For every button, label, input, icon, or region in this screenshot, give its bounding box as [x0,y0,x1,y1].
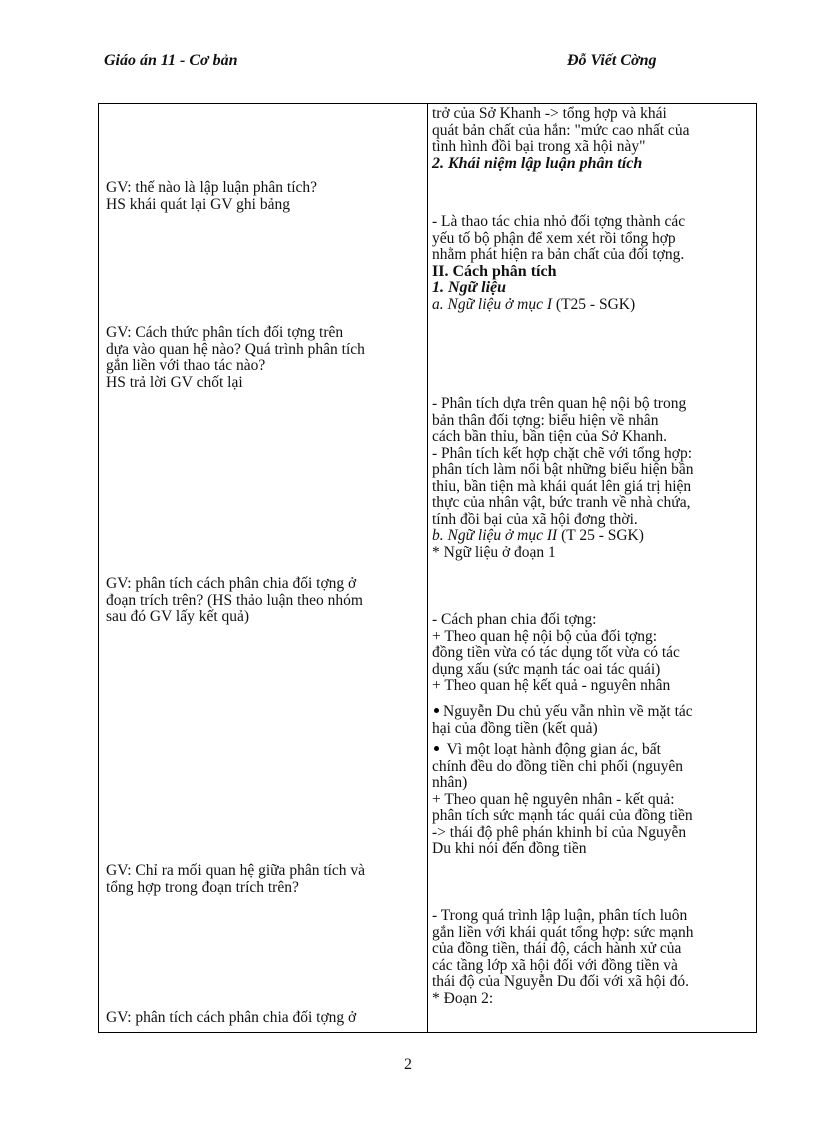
text-line: bản thân đối tợng: biểu hiện về nhân [432,411,659,429]
text-line: GV: Cách thức phân tích đối tợng trên [106,324,344,341]
text-line: đồng tiền vừa có tác dụng tốt vừa có tác [432,644,680,661]
text-line: GV: phân tích cách phân chia đối tợng ở [106,575,357,592]
text-line: HS trả lời GV chốt lại [106,373,243,391]
text-line: hại của đồng tiền (kết quả) [432,719,598,737]
text-span: (T 25 - SGK) [557,527,644,544]
text-line: cách bần thỉu, bần tiện của Sở Khanh. [432,428,668,445]
content-block-7 [432,908,750,1007]
text-line: nhân) [432,774,468,791]
text-line: * Ngữ liệu ở đoạn 1 [432,543,556,561]
teacher-question-2 [106,325,420,391]
text-line: dụng xấu (sức mạnh tác oai tác quái) [432,660,661,678]
text-line: thỉu, bần tiện mà khái quát lên giá trị hiện [432,477,692,495]
text-line: + Theo quan hệ kết quả - nguyên nhân [432,677,671,694]
text-line: - Phân tích dựa trên quan hệ nội bộ trong [432,395,687,412]
text-line: nhằm phát hiện ra bản chất của đối tợng. [432,246,685,263]
text-line: tình hình đồi bại trong xã hội này" [432,138,646,155]
subsection-heading: 1. Ngữ liệu [432,279,507,296]
header-left: Giáo án 11 - Cơ bản [104,52,238,69]
text-line: gắn liền với khái quát tổng hợp: sức mạnh [432,923,694,941]
text-line: phân tích sức mạnh tác quái của đồng tiền [432,807,693,824]
text-line: thực của nhân vật, bức tranh về nhà chứa, [432,494,691,511]
text-line [432,297,750,314]
page-number: 2 [404,1056,412,1073]
content-block-4 [432,612,750,695]
text-line: GV: thế nào là lập luận phân tích? [106,179,318,196]
content-block-2 [432,214,750,313]
text-line: -> thái độ phê phán khinh bỉ của Nguyễn [432,823,687,841]
text-line: thái độ của Nguyễn Du đối với xã hội đó. [432,973,690,990]
bullet-icon [434,708,439,713]
content-block-3 [432,396,750,561]
text-line: * Đoạn 2: [432,989,494,1007]
text-line: gắn liền với thao tác nào? [106,357,266,374]
section-heading: II. Cách phân tích [432,262,557,280]
header-right: Đỗ Viết Cờng [567,52,657,69]
text-line: - Trong quá trình lập luận, phân tích luôn [432,907,688,924]
text-span: b. Ngữ liệu ở mục II [432,527,558,544]
text-span: Vì một loạt hành động gian ác, bất [443,741,661,758]
section-heading: 2. Khái niệm lập luận phân tích [432,154,643,172]
content-block-1 [432,106,750,172]
teacher-question-4 [106,863,420,896]
teacher-question-5 [106,1010,420,1027]
text-line: các tầng lớp xã hội đối với đồng tiền và [432,956,678,974]
text-line: Du khi nói đến đồng tiền [432,840,587,857]
text-line: chính đều do đồng tiền chi phối (nguyên [432,757,683,775]
text-line: GV: Chỉ ra mối quan hệ giữa phân tích và [106,862,366,879]
text-line [432,528,750,545]
text-line [432,704,750,721]
text-line: trở của Sở Khanh -> tổng hợp và khái [432,105,667,122]
text-span: (T25 - SGK) [552,295,636,313]
text-line: + Theo quan hệ nội bộ của đối tợng: [432,627,657,645]
text-line: dựa vào quan hệ nào? Quá trình phân tích [106,340,365,358]
content-block-6 [432,742,750,858]
text-line: - Là thao tác chia nhỏ đối tợng thành các [432,213,686,230]
teacher-question-3 [106,576,420,626]
text-span: a. Ngữ liệu ở mục I [432,295,553,313]
teacher-question-1 [106,180,420,213]
text-line [432,742,750,759]
text-line: tính đồi bại của xã hội đơng thời. [432,510,638,528]
text-line: đoạn trích trên? (HS thảo luận theo nhóm [106,591,363,609]
text-span: Nguyễn Du chủ yếu vẫn nhìn về mặt tác [443,703,693,720]
text-line: tổng hợp trong đoạn trích trên? [106,878,299,896]
text-line: của đồng tiền, thái độ, cách hành xử của [432,940,682,957]
text-line: phân tích làm nổi bật những biểu hiện bần [432,461,694,478]
text-line: - Phân tích kết hợp chặt chẽ với tổng hợp: [432,444,693,462]
text-line: yếu tố bộ phận để xem xét rồi tổng hợp [432,229,676,247]
bullet-icon [434,746,439,751]
text-line: GV: phân tích cách phân chia đối tợng ở [106,1009,357,1026]
content-block-5 [432,704,750,737]
text-line: + Theo quan hệ nguyên nhân - kết quả: [432,790,675,808]
text-line: quát bản chất của hắn: "mức cao nhất của [432,121,690,139]
text-line: HS khái quát lại GV ghi bảng [106,195,290,213]
text-line: sau đó GV lấy kết quả) [106,608,250,625]
text-line: - Cách phan chia đối tợng: [432,611,597,628]
